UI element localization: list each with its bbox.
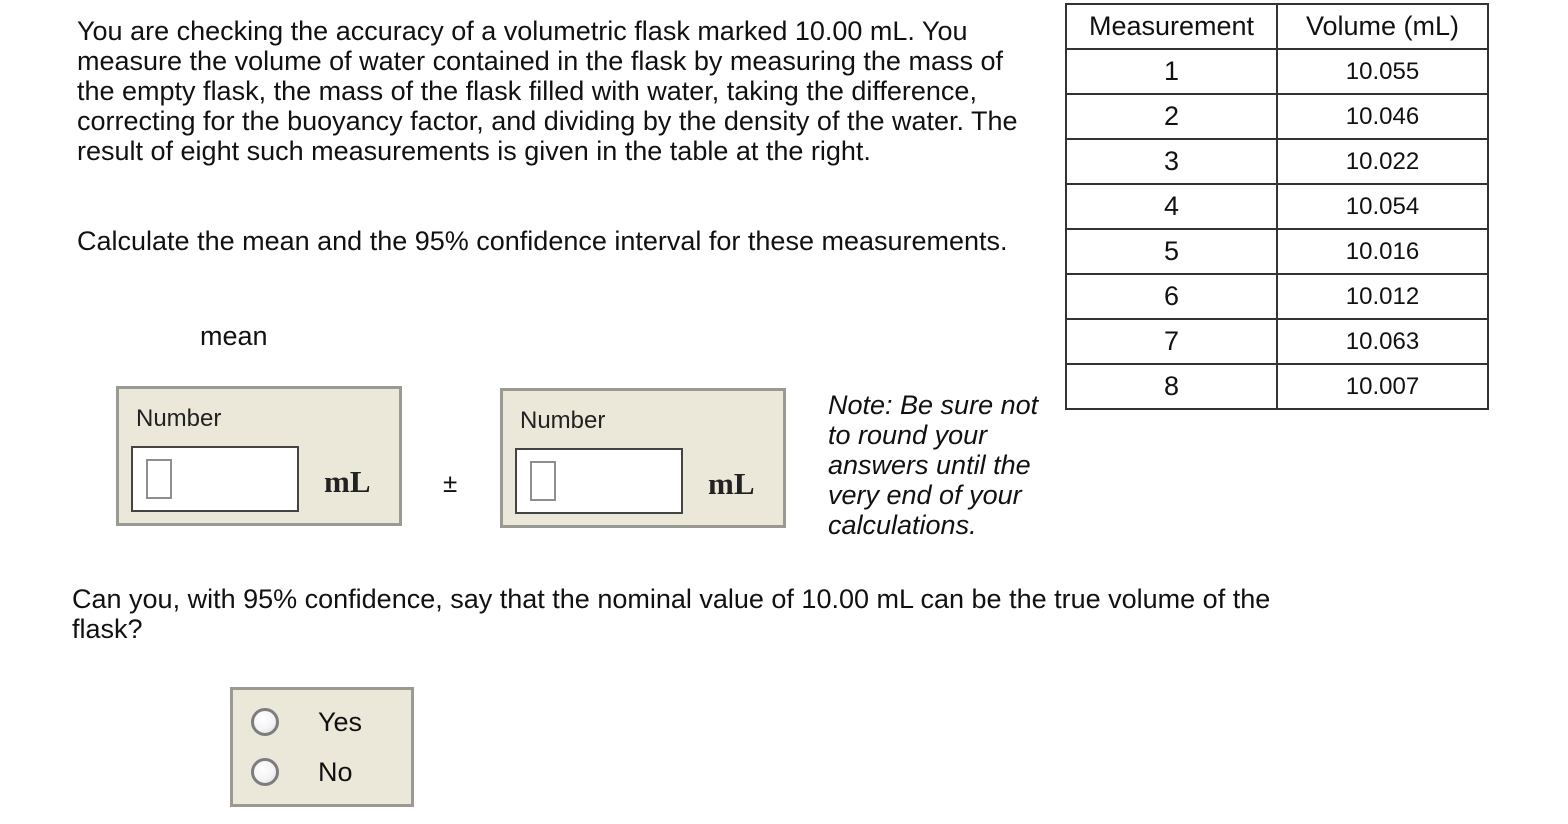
confidence-interval-input[interactable]	[515, 448, 683, 514]
volume-value: 10.063	[1277, 319, 1488, 364]
measurement-number: 6	[1066, 274, 1277, 319]
answer-radio-group	[230, 687, 414, 807]
table-header-row	[1066, 4, 1488, 49]
mean-label: mean	[200, 321, 268, 351]
confidence-question: Can you, with 95% confidence, say that the nominal value of 10.00 mL can be the true volume of the flask?	[72, 584, 1271, 644]
volume-value: 10.016	[1277, 229, 1488, 274]
table-row	[1066, 184, 1488, 229]
measurement-number: 8	[1066, 364, 1277, 409]
radio-label-yes[interactable]: Yes	[318, 707, 363, 737]
mean-answer-box	[116, 386, 402, 526]
mean-input[interactable]	[131, 446, 299, 512]
measurement-number: 2	[1066, 94, 1277, 139]
ci-number-title: Number	[520, 407, 606, 434]
ci-unit-label: mL	[708, 466, 755, 501]
problem-description: You are checking the accuracy of a volumetric flask marked 10.00 mL. You measure the volume of water contained in the flask by measuring the mass of the empty flask, the mass of the flask filled with water, taking the difference, correcting for the buoyancy factor, and dividing by the density of the water. The result of eight such measurements is given in the table at the right.	[77, 16, 1018, 166]
measurement-table	[1065, 3, 1489, 410]
radio-button-yes[interactable]	[251, 708, 279, 736]
measurement-number: 1	[1066, 49, 1277, 94]
radio-button-no[interactable]	[251, 758, 279, 786]
header-measurement: Measurement	[1066, 4, 1277, 49]
measurement-number: 5	[1066, 229, 1277, 274]
volume-value: 10.046	[1277, 94, 1488, 139]
radio-option-no[interactable]	[251, 752, 353, 792]
measurement-number: 4	[1066, 184, 1277, 229]
rounding-note: Note: Be sure not to round your answers until the very end of your calculations.	[828, 390, 1039, 540]
table-row	[1066, 139, 1488, 184]
volume-value: 10.007	[1277, 364, 1488, 409]
mean-input-cursor	[146, 459, 172, 499]
table-row	[1066, 49, 1488, 94]
volume-value: 10.054	[1277, 184, 1488, 229]
volume-value: 10.012	[1277, 274, 1488, 319]
radio-label-no[interactable]: No	[318, 757, 353, 787]
plus-minus-sign: ±	[443, 468, 458, 498]
volume-value: 10.022	[1277, 139, 1488, 184]
table-row	[1066, 94, 1488, 139]
radio-option-yes[interactable]	[251, 702, 362, 742]
mean-number-title: Number	[136, 405, 222, 432]
table-row	[1066, 319, 1488, 364]
volume-value: 10.055	[1277, 49, 1488, 94]
task-instruction: Calculate the mean and the 95% confidence interval for these measurements.	[77, 226, 1008, 256]
table-row	[1066, 229, 1488, 274]
table-row	[1066, 274, 1488, 319]
measurement-number: 3	[1066, 139, 1277, 184]
ci-input-cursor	[530, 461, 556, 501]
table-row	[1066, 364, 1488, 409]
header-volume: Volume (mL)	[1277, 4, 1488, 49]
mean-unit-label: mL	[324, 464, 371, 499]
measurement-number: 7	[1066, 319, 1277, 364]
confidence-interval-answer-box	[500, 388, 786, 528]
